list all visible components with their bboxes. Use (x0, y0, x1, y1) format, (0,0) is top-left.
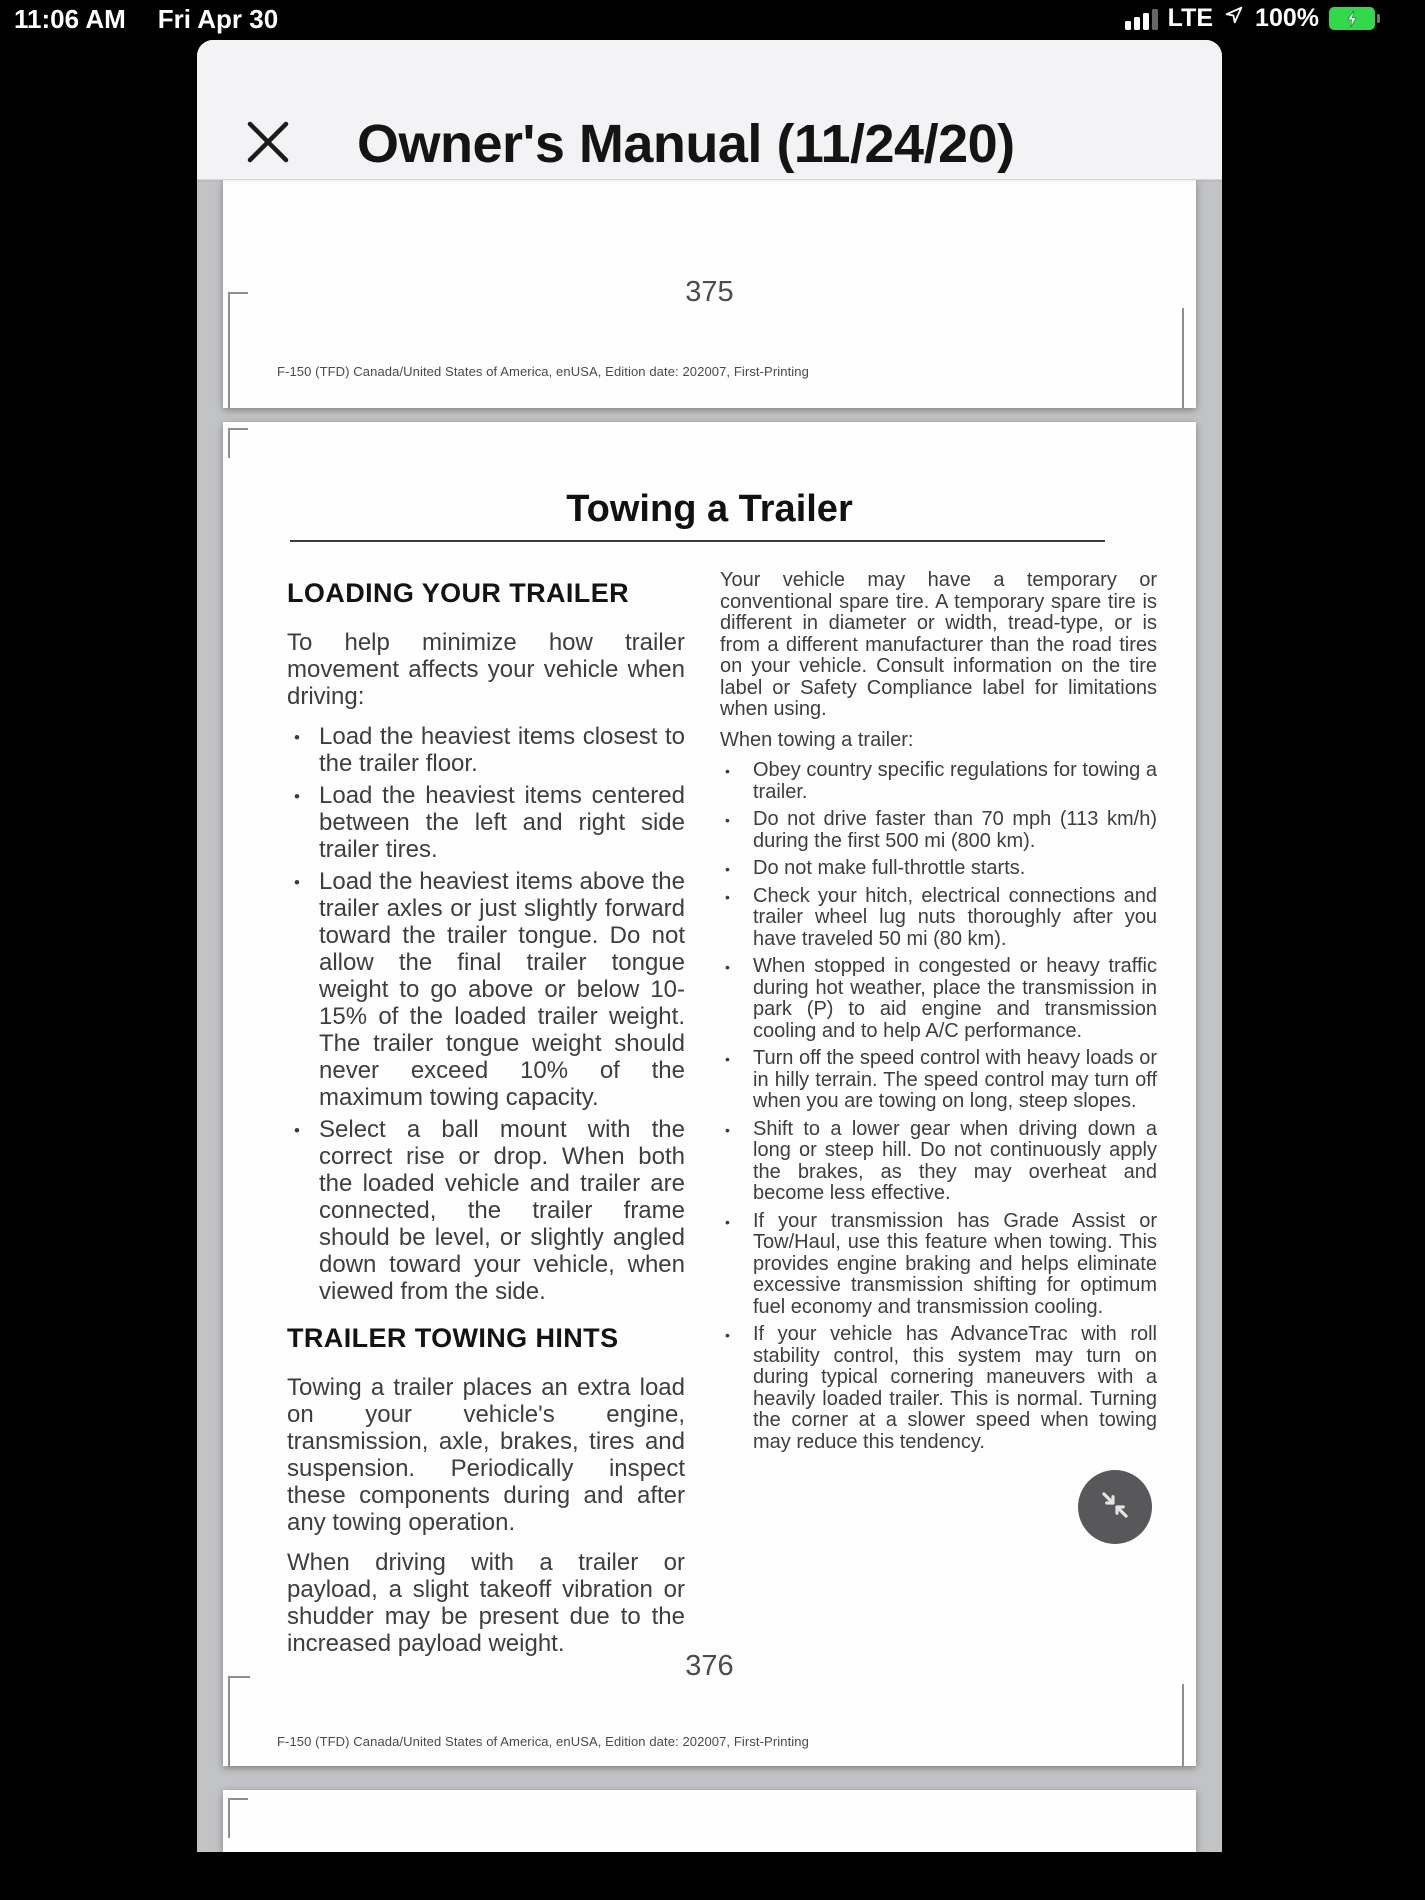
paragraph: To help minimize how trailer movement affects your vehicle when driving: (287, 629, 685, 710)
crop-mark (1182, 308, 1184, 408)
list-item: • Shift to a lower gear when driving down a long or steep hill. Do not continuously apply the brakes, as they may overheat and become less effective. (720, 1119, 1157, 1205)
list-item: • Check your hitch, electrical connections and trailer wheel lug nuts thoroughly after you have traveled 50 mi (80 km). (720, 886, 1157, 951)
page-375 (223, 180, 1196, 408)
location-arrow-icon (1223, 4, 1245, 33)
status-bar-right (1125, 4, 1380, 33)
close-button[interactable] (241, 117, 295, 171)
cellular-signal-icon (1125, 8, 1158, 30)
title-divider (290, 540, 1105, 542)
bullet-list (720, 760, 1157, 1453)
battery-charging-icon (1329, 7, 1380, 30)
pdf-viewer[interactable] (197, 40, 1222, 1852)
page-376 (223, 422, 1196, 1766)
heading-loading-your-trailer: LOADING YOUR TRAILER (287, 578, 630, 608)
date-label: Fri Apr 30 (157, 4, 279, 34)
sheet-title: Owner's Manual (11/24/20) (357, 114, 1015, 174)
page-footer-375: F-150 (TFD) Canada/United States of America, enUSA, Edition date: 202007, First-Printing (277, 364, 809, 379)
left-column (287, 578, 685, 1670)
document-section-title: Towing a Trailer (566, 488, 853, 530)
sheet-header (197, 40, 1222, 180)
crop-mark (1182, 1684, 1184, 1766)
crop-mark (228, 1798, 248, 1838)
page-377 (223, 1790, 1196, 1852)
crop-mark (228, 428, 248, 458)
list-item: • If your vehicle has AdvanceTrac with roll stability control, this system may turn on during typical cornering maneuvers with a heavily loaded trailer. This is normal. Turning the corner at a slower speed when towing may reduce this tendency. (720, 1324, 1157, 1453)
crop-mark (228, 1676, 250, 1766)
bullet-list (287, 723, 685, 1305)
page-footer-376: F-150 (TFD) Canada/United States of America, enUSA, Edition date: 202007, First-Printing (277, 1734, 809, 1749)
status-bar-left (14, 4, 278, 35)
paragraph: When driving with a trailer or payload, a slight takeoff vibration or shudder may be present due to the increased payload weight. (287, 1549, 685, 1657)
right-column (720, 570, 1157, 1459)
list-item: • If your transmission has Grade Assist or Tow/Haul, use this feature when towing. This provides engine braking and helps eliminate excessive transmission shifting for optimum fuel economy and transmission cooling. (720, 1211, 1157, 1319)
list-item: • Do not make full-throttle starts. (720, 858, 1157, 880)
paragraph: When towing a trailer: (720, 728, 914, 751)
list-item: • Select a ball mount with the correct rise or drop. When both the loaded vehicle and trailer are connected, the trailer frame should be level, or slightly angled down toward your vehicle, when viewed from the side. (287, 1116, 685, 1305)
status-bar (0, 0, 1425, 34)
minimize-arrows-icon (1095, 1485, 1135, 1530)
list-item: • Turn off the speed control with heavy loads or in hilly terrain. The speed control may turn off when you are towing on long, steep slopes. (720, 1048, 1157, 1113)
close-icon (243, 117, 293, 172)
clock-label: 11:06 AM (14, 4, 126, 34)
list-item: • Load the heaviest items closest to the trailer floor. (287, 723, 685, 777)
crop-mark (228, 292, 248, 408)
battery-percent-label: 100% (1255, 4, 1319, 32)
page-number-376: 376 (685, 1650, 734, 1682)
list-item: • Load the heaviest items above the trailer axles or just slightly forward toward the trailer tongue. Do not allow the final trailer tongue weight to go above or below 10-15% of the loaded trailer weight. The trailer tongue weight should never exceed 10% of the maximum towing capacity. (287, 868, 685, 1111)
network-type-label: LTE (1167, 4, 1214, 32)
heading-trailer-towing-hints: TRAILER TOWING HINTS (287, 1323, 619, 1353)
paragraph: Your vehicle may have a temporary or conventional spare tire. A temporary spare tire is different in diameter or width, tread-type, or is from a different manufacturer than the road tires on your vehicle. Consult information on the tire label or Safety Compliance label for limitations when using. (720, 569, 1157, 720)
list-item: • Do not drive faster than 70 mph (113 km/h) during the first 500 mi (800 km). (720, 809, 1157, 852)
list-item: • Load the heaviest items centered between the left and right side trailer tires. (287, 782, 685, 863)
minimize-button[interactable] (1078, 1470, 1152, 1544)
list-item: • Obey country specific regulations for towing a trailer. (720, 760, 1157, 803)
paragraph: Towing a trailer places an extra load on your vehicle's engine, transmission, axle, brakes, tires and suspension. Periodically inspect these components during and after any towing operation. (287, 1374, 685, 1536)
page-number-375: 375 (685, 276, 734, 308)
list-item: • When stopped in congested or heavy traffic during hot weather, place the transmission in park (P) to aid engine and transmission cooling and to help A/C performance. (720, 956, 1157, 1042)
